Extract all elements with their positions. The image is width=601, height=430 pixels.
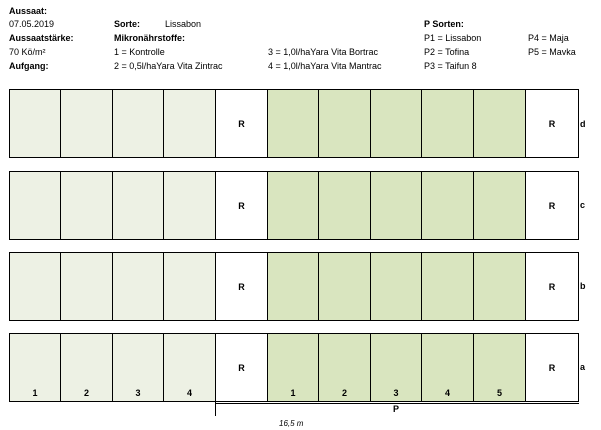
aussaatstaerke-value: 70 Kö/m²	[9, 47, 46, 57]
aufgang-label: Aufgang:	[9, 61, 49, 71]
plot-cell	[10, 253, 61, 320]
plot-cell	[371, 253, 422, 320]
border-cell	[216, 253, 268, 320]
plot-cell	[61, 90, 113, 157]
length-label: 16,5 m	[279, 419, 304, 428]
border-label: R	[238, 200, 245, 211]
plot-cell	[371, 172, 422, 239]
aussaatstaerke-label: Aussaatstärke:	[9, 33, 74, 43]
sorte-label: Sorte:	[114, 19, 141, 29]
border-cell	[216, 90, 268, 157]
plot-cell	[371, 90, 422, 157]
plot-cell	[113, 253, 164, 320]
sorten-item-p3: P3 = Taifun 8	[424, 61, 477, 71]
sorten-item-p1: P1 = Lissabon	[424, 33, 482, 43]
plot-cell	[474, 253, 526, 320]
plot-cell	[61, 172, 113, 239]
plot-cell	[113, 90, 164, 157]
plot-cell	[10, 172, 61, 239]
variety-number: 2	[341, 388, 348, 398]
row-label-a: a	[580, 362, 586, 372]
variety-number: 5	[496, 388, 503, 398]
variety-number: 1	[290, 388, 296, 398]
plot-cell	[268, 172, 319, 239]
plot-cell	[113, 334, 164, 401]
plot-cell	[164, 253, 216, 320]
plot-cell	[422, 172, 474, 239]
variety-number: 4	[444, 388, 451, 398]
sorten-item-p2: P2 = Tofina	[424, 47, 470, 57]
sorten-item-p5: P5 = Mavka	[528, 47, 576, 57]
aussaat-value: 07.05.2019	[9, 19, 55, 29]
plot-row-c	[9, 171, 579, 240]
row-label-b: b	[580, 281, 586, 291]
border-label: R	[238, 118, 245, 129]
sorten-label: P Sorten:	[424, 19, 464, 29]
plot-cell	[164, 90, 216, 157]
variety-number: 3	[393, 388, 399, 398]
sorten-item-p4: P4 = Maja	[528, 33, 569, 43]
plot-cell	[164, 172, 216, 239]
border-label: R	[238, 281, 245, 292]
border-label: R	[548, 281, 556, 292]
plot-cell	[268, 334, 319, 401]
plot-cell	[164, 334, 216, 401]
mikro-item-3: 3 = 1,0l/haYara Vita Bortrac	[268, 47, 378, 57]
mikro-item-4: 4 = 1,0l/haYara Vita Mantrac	[268, 61, 382, 71]
plot-cell	[10, 90, 61, 157]
plot-cell	[10, 334, 61, 401]
border-label: R	[548, 362, 556, 373]
plot-cell	[371, 334, 422, 401]
mikro-item-1: 1 = Kontrolle	[114, 47, 165, 57]
border-label: R	[548, 118, 556, 129]
plot-cell	[319, 90, 371, 157]
plot-cell	[422, 90, 474, 157]
dimension-tick-left	[215, 402, 216, 416]
treatment-number: 4	[186, 388, 193, 398]
plot-cell	[113, 172, 164, 239]
border-cell	[526, 334, 578, 401]
treatment-number: 1	[32, 388, 38, 398]
plot-cell	[474, 90, 526, 157]
border-cell	[526, 253, 578, 320]
treatment-number: 2	[83, 388, 90, 398]
border-cell	[216, 172, 268, 239]
border-label: R	[548, 200, 556, 211]
plot-cell	[319, 172, 371, 239]
plot-cell	[474, 172, 526, 239]
sorte-value: Lissabon	[165, 19, 202, 29]
plot-cell	[474, 334, 526, 401]
plot-cell	[61, 334, 113, 401]
plot-cell	[422, 334, 474, 401]
row-label-d: d	[580, 119, 586, 129]
mikro-item-2: 2 = 0,5l/haYara Vita Zintrac	[114, 61, 223, 71]
border-cell	[526, 172, 578, 239]
border-label: R	[238, 362, 245, 373]
plot-cell	[319, 253, 371, 320]
plot-cell	[268, 90, 319, 157]
border-cell	[216, 334, 268, 401]
plot-row-a	[9, 333, 579, 402]
border-cell	[526, 90, 578, 157]
plot-cell	[268, 253, 319, 320]
plot-cell	[422, 253, 474, 320]
mikronaehrstoffe-label: Mikronährstoffe:	[114, 33, 186, 43]
plot-row-b	[9, 252, 579, 321]
p-label: P	[393, 404, 400, 414]
aussaat-label: Aussaat:	[9, 6, 48, 16]
plot-row-d	[9, 89, 579, 158]
plot-cell	[61, 253, 113, 320]
row-label-c: c	[580, 200, 586, 210]
plot-cell	[319, 334, 371, 401]
treatment-number: 3	[135, 388, 141, 398]
